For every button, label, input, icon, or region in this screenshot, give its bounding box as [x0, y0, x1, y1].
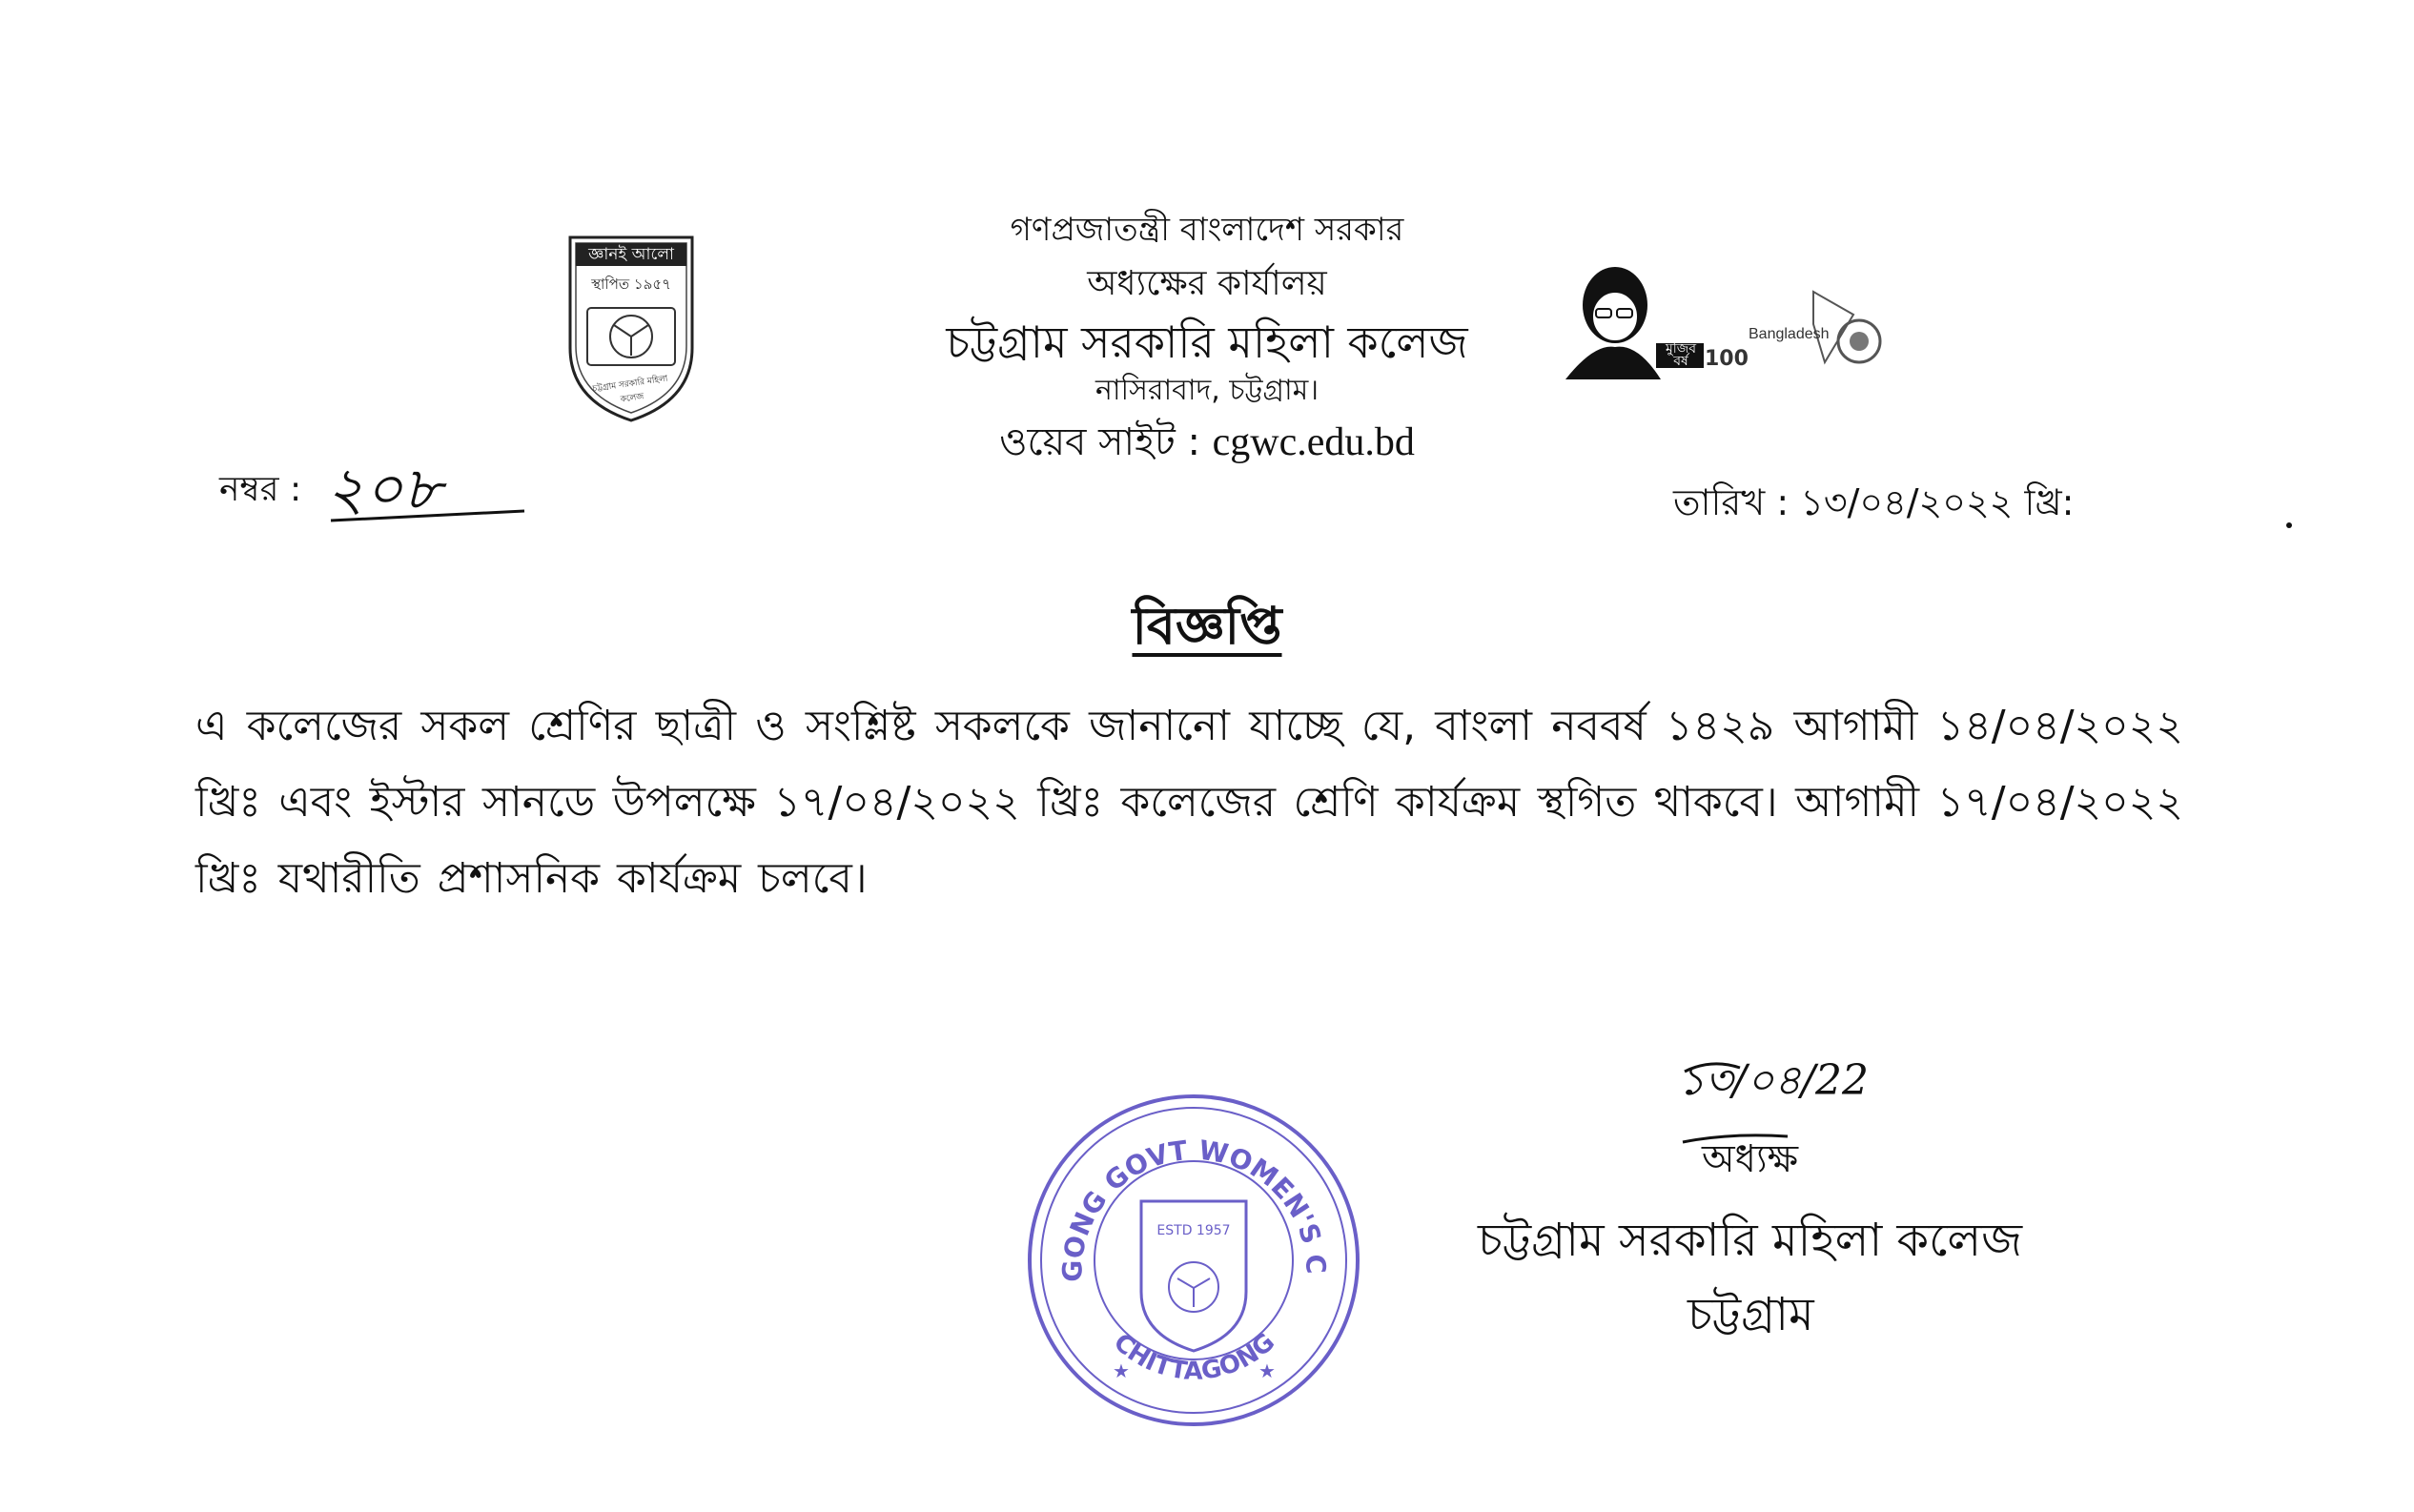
header-office: অধ্যক্ষের কার্যালয়: [1087, 264, 1327, 303]
official-seal: [1025, 1092, 1363, 1430]
notice-body: এ কলেজের সকল শ্রেণির ছাত্রী ও সংশ্লিষ্ট সকলকে জানানো যাচ্ছে যে, বাংলা নববর্ষ ১৪২৯ আগামী ১৪/০৪/২০২২ খ্রিঃ এবং ইস্টার সানডে উপলক্ষে ১৭/০৪/২০২২ খ্রিঃ কলেজের শ্রেণি কার্যক্রম স্থগিত থাকবে। আগামী ১৭/০৪/২০২২ খ্রিঃ যথারীতি প্রশাসনিক কার্যক্রম চলবে।: [195, 702, 2183, 903]
logo-bottom-text: চট্টগ্রাম সরকারি মহিলা কলেজ: [591, 374, 669, 405]
svg-text:★: ★: [1258, 1359, 1276, 1382]
reference-label: নম্বর :: [219, 470, 302, 509]
mujib-borsho-text: মুজিব বর্ষ: [1665, 341, 1697, 369]
logo-banner-text: জ্ঞানই আলো: [588, 245, 674, 264]
reference-underline: [329, 507, 529, 526]
svg-text:CHITTAGONG GOVT WOMEN'S COLLEG: [1025, 1092, 1332, 1282]
signature-organization: চট্টগ্রাম সরকারি মহিলা কলেজ: [1478, 1214, 2023, 1267]
seal-estd-text: ESTD 1957: [1156, 1223, 1231, 1238]
header-college-name: চট্টগ্রাম সরকারি মহিলা কলেজ: [946, 317, 1468, 368]
date: তারিখ : ১৩/০৪/২০২২ খ্রি:: [1673, 481, 2075, 523]
mujib-100-text: 100: [1705, 347, 1749, 371]
header-address: নাসিরাবাদ, চট্টগ্রাম।: [1094, 374, 1320, 407]
seal-ring-text: GONG GOVT WOMEN'S C: [1056, 1134, 1332, 1282]
signature-city: চট্টগ্রাম: [1688, 1288, 1814, 1341]
header-government: গণপ্রজাতন্ত্রী বাংলাদেশ সরকার: [1010, 211, 1404, 249]
signature-title: অধ্যক্ষ: [1702, 1137, 1799, 1181]
seal-bottom-text: CHITTAGONG: [1107, 1327, 1281, 1386]
bangladesh-50-logo: [1747, 286, 1890, 372]
notice-title: বিজ্ঞপ্তি: [1132, 596, 1282, 656]
reference-number: ২০৮: [326, 454, 441, 523]
website-url: cgwc.edu.bd: [1212, 420, 1415, 464]
signature-date-scribble: ১৩/০৪/22: [1678, 1056, 1869, 1105]
mujib-borsho-logo: [1556, 255, 1747, 383]
logo-established-text: স্থাপিত ১৯৫৭: [591, 276, 671, 293]
website-label: ওয়েব সাইট :: [999, 420, 1213, 464]
svg-text:★: ★: [1113, 1359, 1130, 1382]
svg-text:CHITTAGONG: [1108, 1328, 1280, 1386]
bangladesh-text: Bangladesh: [1749, 326, 1830, 342]
stray-dot: [2286, 522, 2292, 528]
